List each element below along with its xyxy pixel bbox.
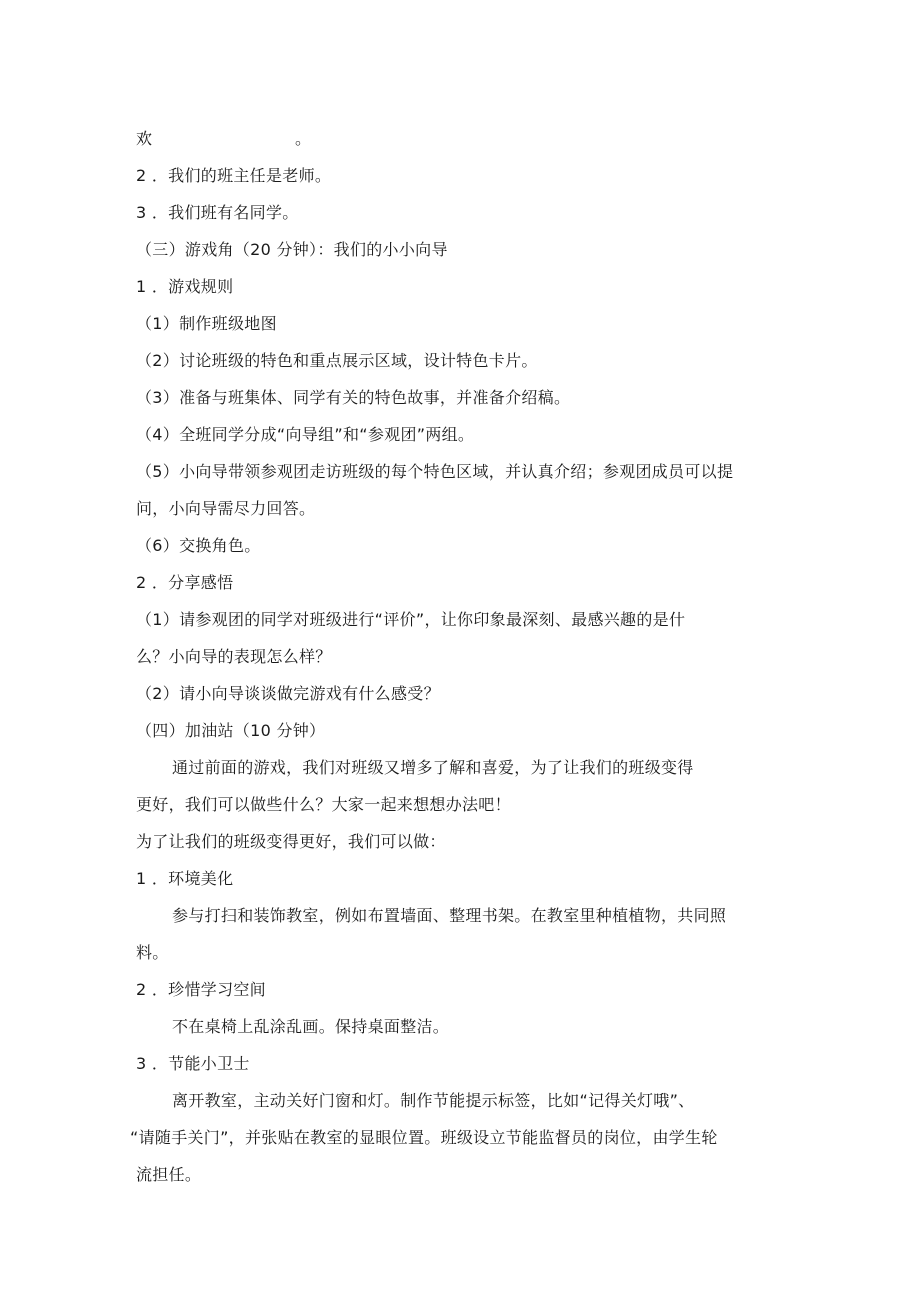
text-line: 问，小向导需尽力回答。 xyxy=(136,499,316,518)
list-item: 2 ．我们的班主任是老师。 xyxy=(136,166,332,185)
section-heading: （三）游戏角（20 分钟）：我们的小小向导 xyxy=(136,240,448,259)
list-item: （1）请参观团的同学对班级进行“评价”，让你印象最深刻、最感兴趣的是什 xyxy=(136,610,686,629)
list-item: （1）制作班级地图 xyxy=(136,314,277,333)
paragraph-line: 料。 xyxy=(136,943,169,962)
list-item: 3 ．我们班有名同学。 xyxy=(136,203,299,222)
text-line: 么？小向导的表现怎么样？ xyxy=(136,647,332,666)
paragraph-line: “请随手关门”，并张贴在教室的显眼位置。班级设立节能监督员的岗位，由学生轮 xyxy=(130,1128,718,1147)
list-item: （3）准备与班集体、同学有关的特色故事，并准备介绍稿。 xyxy=(136,388,571,407)
subsection-heading: 1 ．环境美化 xyxy=(136,869,234,888)
paragraph-line: 通过前面的游戏，我们对班级又增多了解和喜爱，为了让我们的班级变得 xyxy=(172,758,694,777)
section-heading: （四）加油站（10 分钟） xyxy=(136,721,326,740)
paragraph-line: 流担任。 xyxy=(136,1165,202,1184)
list-item: （2）讨论班级的特色和重点展示区域，设计特色卡片。 xyxy=(136,351,538,370)
list-item: （5）小向导带领参观团走访班级的每个特色区域，并认真介绍；参观团成员可以提 xyxy=(136,462,734,481)
text-line: 欢 xyxy=(136,129,153,148)
subsection-heading: 2 ．分享感悟 xyxy=(136,573,234,592)
text-line: 。 xyxy=(295,129,312,148)
subsection-heading: 3 ．节能小卫士 xyxy=(136,1054,250,1073)
list-item: （4）全班同学分成“向导组”和“参观团”两组。 xyxy=(136,425,475,444)
paragraph-line: 离开教室，主动关好门窗和灯。制作节能提示标签，比如“记得关灯哦”、 xyxy=(172,1091,695,1110)
list-item: （2）请小向导谈谈做完游戏有什么感受？ xyxy=(136,684,440,703)
subsection-heading: 1 ．游戏规则 xyxy=(136,277,234,296)
paragraph-line: 参与打扫和装饰教室，例如布置墙面、整理书架。在教室里种植植物，共同照 xyxy=(172,906,727,925)
paragraph-line: 更好，我们可以做些什么？大家一起来想想办法吧！ xyxy=(136,795,511,814)
subsection-heading: 2 ．珍惜学习空间 xyxy=(136,980,266,999)
list-item: （6）交换角色。 xyxy=(136,536,261,555)
paragraph-line: 不在桌椅上乱涂乱画。保持桌面整洁。 xyxy=(172,1017,450,1036)
paragraph-line: 为了让我们的班级变得更好，我们可以做： xyxy=(136,832,446,851)
